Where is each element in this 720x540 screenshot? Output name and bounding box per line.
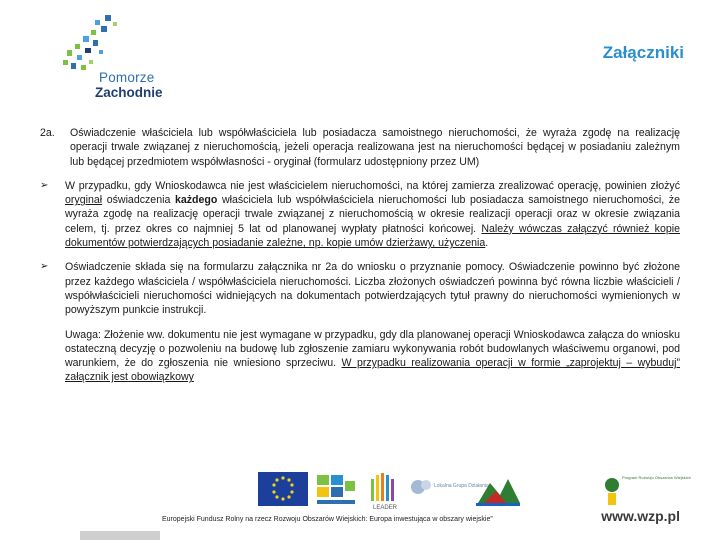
- program-logo-text: Program Rozwoju Obszarów Wiejskich: [622, 475, 691, 480]
- note-paragraph: Uwaga: Złożenie ww. dokumentu nie jest wymagane w przypadku, gdy dla planowanej operacji Wnioskodawca załącza do wniosku ostateczną decyzję o pozwoleniu na budowę lub zgłoszenie zamiaru wykonywania robót budowlanych właściwemu organowi, pod warunkiem, że do zgłoszenia nie wniesiono sprzeciwu. W przypadku realizowania operacji w formie „zaprojektuj – wybuduj” załącznik jest obowiązkowy: [65, 328, 680, 384]
- logo-text-zachodnie: Zachodnie: [95, 85, 163, 100]
- arrow-bullet-icon: ➢: [40, 261, 49, 273]
- bullet-form: [40, 260, 680, 317]
- website-link[interactable]: www.wzp.pl: [601, 508, 680, 524]
- pomorze-zachodnie-logo: [55, 10, 175, 110]
- section-number: 2a.: [40, 127, 55, 139]
- arrow-bullet-icon: ➢: [40, 179, 49, 191]
- page-title: Załączniki: [602, 43, 684, 62]
- bullet-ownership-text: W przypadku, gdy Wnioskodawca nie jest właścicielem nieruchomości, na której zamierza zrealizować operację, powinien złożyć oryginał oświadczenia każdego właściciela lub współwłaściciela nieruchomości lub posiadacza samoistnego nieruchomości, że wyraża zgodę na realizację operacji trwale związanej z nieruchomością w okresie realizacji operacji oraz w okresie związania celem, tj. przez okres co najmniej 5 lat od planowanej wypłaty płatności końcowej. Należy wówczas załączyć również kopie dokumentów potwierdzających posiadanie zależne, np. kopie umów dzierżawy, użyczenia.: [65, 179, 680, 250]
- document-body: [40, 126, 680, 385]
- section-2a: [40, 126, 680, 169]
- regional-group-logo-icon: [474, 469, 522, 509]
- bullet-form-text: Oświadczenie składa się na formularzu załącznika nr 2a do wniosku o przyznanie pomocy. Oświadczenie powinno być złożone przez każdego właściciela / współwłaściciela nieruchomości. Liczba złożonych oświadczeń powinna być równa liczbie właścicieli / współwłaścicieli nieruchomości widniejących na dokumentach potwierdzających tytuł prawny do nieruchomości wymienionych w powyższym punkcie instrukcji.: [65, 261, 680, 317]
- local-group-text: Lokalna Grupa Działania: [434, 483, 489, 489]
- logo-mosaic-icon: [55, 10, 175, 75]
- logo-text-pomorze: Pomorze: [99, 70, 155, 85]
- eu-flag-icon: [258, 472, 308, 506]
- bullet-ownership: [40, 179, 680, 250]
- section-2a-text: Oświadczenie właściciela lub współwłaściciela lub posiadacza samoistnego nieruchomości, że wyraża zgodę na realizację operacji trwale związanej z nieruchomością, jeżeli operacja realizowana jest na nieruchomości będącej w posiadaniu zależnym lub będącej przedmiotem współwłasności - oryginał (formularz udostępniony przez UM): [70, 127, 680, 168]
- gray-bar: [80, 531, 160, 540]
- prow-logo-icon: [313, 471, 359, 509]
- footer-caption: Europejski Fundusz Rolny na rzecz Rozwoju Obszarów Wiejskich: Europa inwestująca w obszary wiejskie”: [162, 516, 493, 523]
- local-group-logo-icon: [408, 475, 489, 505]
- leader-logo-text: LEADER: [372, 505, 398, 511]
- leader-logo-icon: [366, 469, 404, 511]
